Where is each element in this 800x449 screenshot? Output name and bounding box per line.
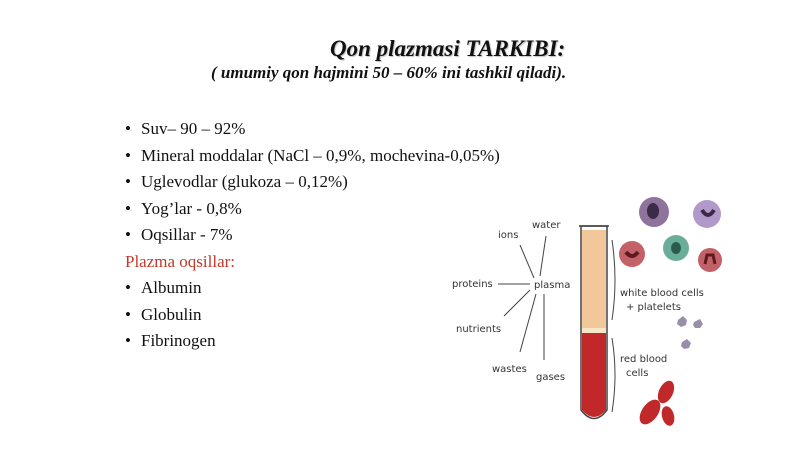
water-label: water xyxy=(532,220,561,231)
bullet-icon: • xyxy=(125,278,131,297)
bullet-icon: • xyxy=(125,331,131,350)
blood-composition-illustration xyxy=(440,180,800,449)
nutrients-label: nutrients xyxy=(456,324,502,335)
bullet-icon: • xyxy=(125,145,131,165)
slide-subtitle: ( umumiy qon hajmini 50 – 60% ini tashkil qiladi). xyxy=(211,63,567,82)
white-blood-cells xyxy=(619,197,722,272)
red-blood-cells xyxy=(635,378,677,428)
rbc-cells-label: cells xyxy=(626,368,649,379)
proteins-heading: Plazma oqsillar: xyxy=(125,251,236,271)
bullet-icon: • xyxy=(125,225,131,244)
list-item: • Albumin xyxy=(125,275,500,302)
buffy-coat-layer xyxy=(582,328,606,333)
list-item: • Oqsillar - 7% xyxy=(125,222,500,249)
platelets-label: + platelets xyxy=(626,302,681,313)
bullet-icon: • xyxy=(125,198,131,218)
rbc-label: red blood xyxy=(620,354,668,365)
plasma-layer xyxy=(582,230,606,330)
list-item: • Mineral moddalar (NaCl – 0,9%, mochevina-0,05%) xyxy=(125,143,500,170)
wbc-label: white blood cells xyxy=(620,288,704,299)
bullet-icon: • xyxy=(125,172,131,191)
list-item: • Suv– 90 – 92% xyxy=(125,116,500,143)
ions-label: ions xyxy=(498,230,519,241)
blood-layer xyxy=(582,332,606,417)
arrows xyxy=(498,236,546,360)
platelets xyxy=(677,316,703,349)
list-item: • Globulin xyxy=(125,302,500,329)
bullet-icon: • xyxy=(125,304,131,324)
plasma-label: plasma xyxy=(534,280,571,291)
list-item: • Yog’lar - 0,8% xyxy=(125,196,500,223)
gases-label: gases xyxy=(536,372,566,383)
list-item: • Uglevodlar (glukoza – 0,12%) xyxy=(125,169,500,196)
bullet-icon: • xyxy=(125,119,131,138)
wastes-label: wastes xyxy=(492,364,527,375)
slide-title: Qon plazmasi TARKIBI: xyxy=(330,36,566,61)
list-item: • Fibrinogen xyxy=(125,328,500,355)
test-tube-icon xyxy=(579,226,609,419)
proteins-label: proteins xyxy=(452,279,493,290)
